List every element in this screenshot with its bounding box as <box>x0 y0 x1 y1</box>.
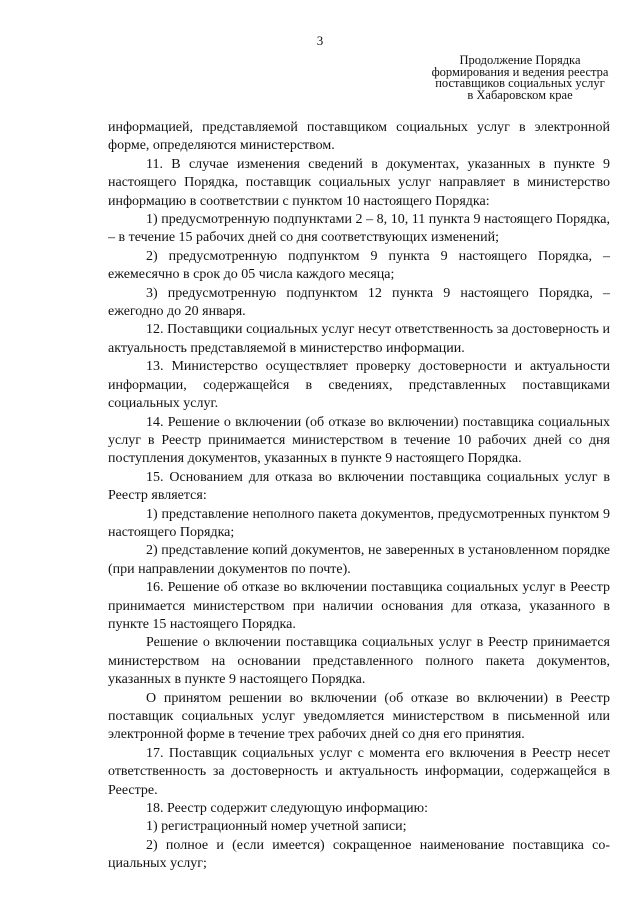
paragraph: 18. Реестр содержит следующую информацию: <box>146 801 429 817</box>
paragraph: 1) регистрационный номер учетной записи; <box>146 819 407 835</box>
paragraph: 14. Решение о включении (об отказе во включении) поставщика социальных услуг в Реестр принимается министерством в течение 10 рабочих дней со дня поступления документов, указанных в пункте 9 настоящего Порядка. <box>108 414 610 467</box>
paragraph: Решение о включении поставщика социальных услуг в Реестр принимается министерством на основании представленного полного пакета документов, указанных в пункте 9 настоящего Порядка. <box>108 635 610 688</box>
paragraph: 2) предусмотренную подпунктом 9 пункта 9 настоящего Порядка, – ежемесячно в срок до 05 числа каждого месяца; <box>108 248 610 283</box>
paragraph: 3) предусмотренную подпунктом 12 пункта 9 настоящего Порядка, – ежегодно до 20 января. <box>108 285 610 320</box>
page-number: 3 <box>316 33 324 48</box>
paragraph: 2) полное и (если имеется) сокращенное наименование поставщика социальных услуг; <box>108 837 610 872</box>
paragraph: 17. Поставщик социальных услуг с момента его включения в Реестр несет ответственность за достоверность и актуальность информации, содержащейся в Реестре. <box>108 745 610 798</box>
paragraph: 12. Поставщики социальных услуг несут ответственность за достоверность и актуальность представляемой в министерство информации. <box>108 322 610 356</box>
paragraph: информацией, представляемой поставщиком социальных услуг в электронной форме, определяются министерством. <box>108 120 610 154</box>
paragraph: 1) предусмотренную подпунктами 2 – 8, 10, 11 пункта 9 настоящего Порядка, – в течение 15 рабочих дней со дня соответствующих изменений; <box>108 212 610 246</box>
header-line: Продолжение Порядка <box>459 53 581 67</box>
header-line: формирования и ведения реестра <box>431 64 609 79</box>
paragraph: О принятом решении во включении (об отказе во включении) в Реестр поставщик социальных услуг уведомляется министерством в письменной или электронной форме в течение трех рабочих дней со дня его принятия. <box>108 690 610 743</box>
document-header <box>400 55 640 101</box>
paragraph: 15. Основанием для отказа во включении поставщика социальных услуг в Реестр является: <box>108 469 610 504</box>
paragraph: 2) представление копий документов, не заверенных в установленном порядке (при направлении документов по почте). <box>108 543 610 577</box>
header-line: поставщиков социальных услуг <box>435 76 605 90</box>
paragraph: 13. Министерство осуществляет проверку достоверности и актуальности информации, содержащейся в сведениях, представленных поставщиками социальных услуг. <box>108 359 610 412</box>
paragraph: 11. В случае изменения сведений в документах, указанных в пункте 9 настоящего Порядка, поставщик социальных услуг направляет в министерство информацию в соответствии с пунктом 10 настоящего Порядка: <box>108 156 610 209</box>
paragraph: 16. Решение об отказе во включении поставщика социальных услуг в Реестр принимается министерством при наличии основания для отказа, указанного в пункте 15 настоящего Порядка. <box>108 580 610 632</box>
header-line: в Хабаровском крае <box>467 87 573 102</box>
paragraph: 1) представление неполного пакета документов, предусмотренных пунктом 9 настоящего Порядка; <box>108 506 610 540</box>
document-body <box>108 119 610 874</box>
